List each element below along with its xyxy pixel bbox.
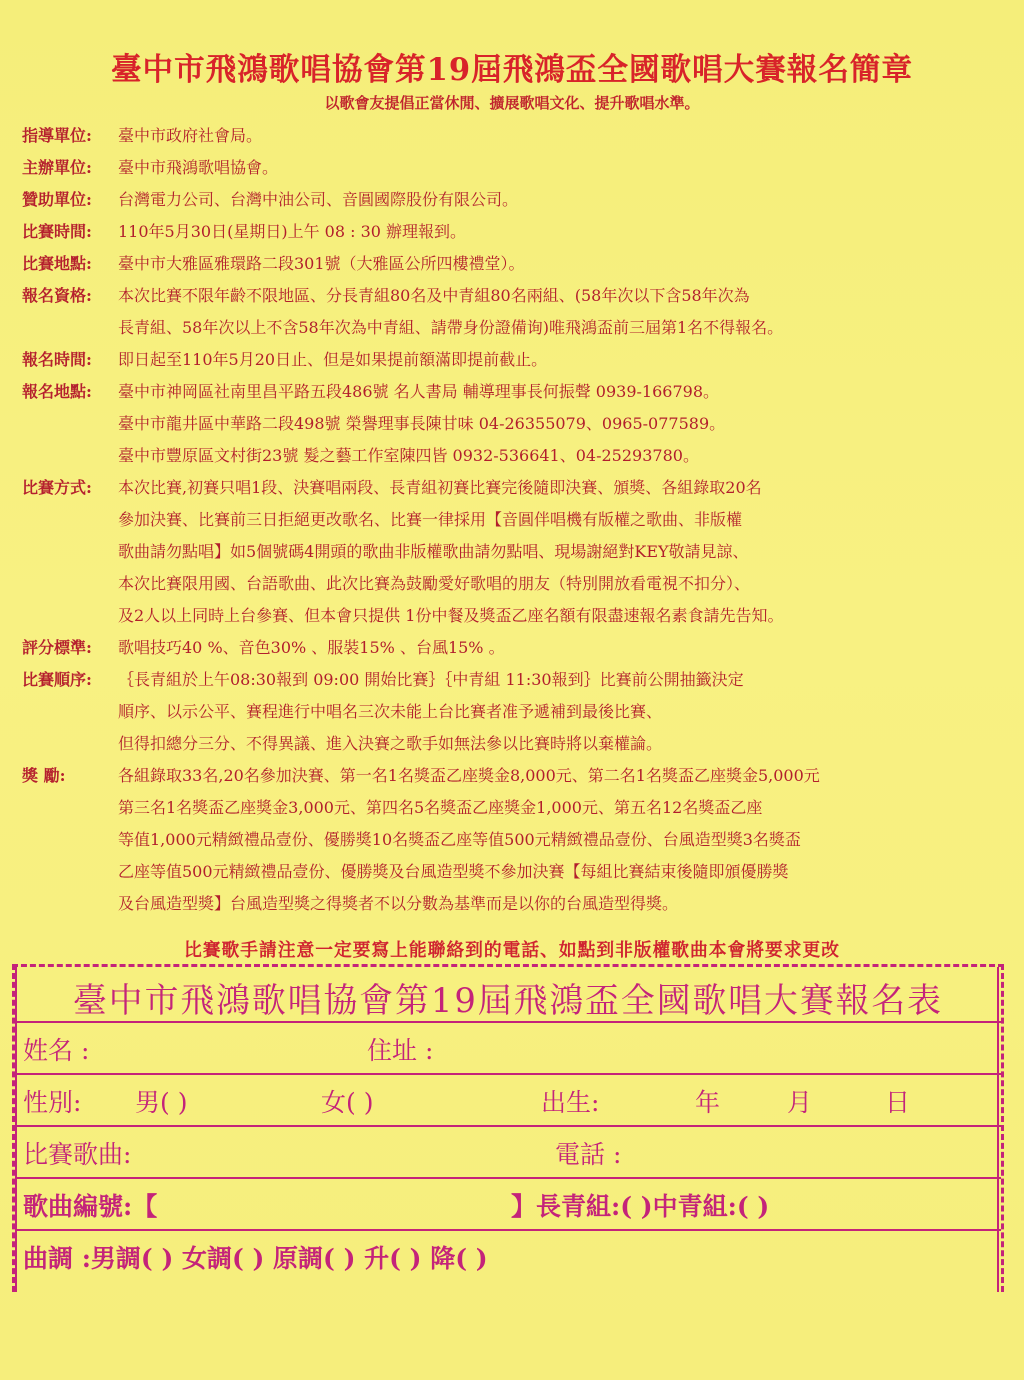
info-value: 及2人以上同時上台參賽、但本會只提供 1份中餐及獎盃乙座名額有限盡速報名素食請先告知。 <box>118 606 784 625</box>
group-select[interactable]: 】長青組:( )中青組:( ) <box>511 1192 770 1221</box>
document-title: 臺中市飛鴻歌唱協會第19屆飛鴻盃全國歌唱大賽報名簡章 <box>110 52 914 88</box>
info-row <box>22 792 1012 824</box>
form-row-song-number <box>15 1177 1001 1231</box>
info-value: 第三名1名獎盃乙座獎金3,000元、第四名5名獎盃乙座獎金1,000元、第五名12名獎盃乙座 <box>118 798 763 817</box>
form-row-key <box>15 1229 1001 1283</box>
info-row <box>22 376 1012 408</box>
info-row <box>22 408 1012 440</box>
contact-notice: 比賽歌手請注意一定要寫上能聯絡到的電話、如點到非版權歌曲本會將要求更改 <box>184 940 840 961</box>
address-field[interactable]: 住址 : <box>367 1036 434 1065</box>
info-row <box>22 856 1012 888</box>
info-row <box>22 824 1012 856</box>
birth-day-field[interactable]: 日 <box>885 1088 911 1117</box>
female-checkbox[interactable]: 女( ) <box>321 1088 374 1117</box>
info-value: ｛長青組於上午08:30報到 09:00 開始比賽｝｛中青組 11:30報到｝比賽前公開抽籤決定 <box>118 670 744 689</box>
info-row <box>22 728 1012 760</box>
info-label: 比賽順序: <box>22 670 92 689</box>
info-value: 參加決賽、比賽前三日拒絕更改歌名、比賽一律採用【音圓伴唱機有版權之歌曲、非版權 <box>118 510 743 529</box>
info-value: 臺中市豐原區文村街23號 髮之藝工作室陳四皆 0932-536641、04-25293780。 <box>118 446 699 465</box>
form-row-song <box>15 1125 1001 1179</box>
info-label: 指導單位: <box>22 126 92 145</box>
form-row-gender <box>15 1073 1001 1127</box>
info-value: 本次比賽不限年齡不限地區、分長青組80名及中青組80名兩組、(58年次以下含58年次為 <box>118 286 750 305</box>
info-value: 臺中市大雅區雅環路二段301號（大雅區公所四樓禮堂）。 <box>118 254 525 273</box>
form-right-border <box>997 967 999 1292</box>
form-title: 臺中市飛鴻歌唱協會第19屆飛鴻盃全國歌唱大賽報名表 <box>73 981 943 1021</box>
info-value: 歌曲請勿點唱】如5個號碼4開頭的歌曲非版權歌曲請勿點唱、現場謝絕對KEY敬請見諒、 <box>118 542 749 561</box>
info-value: 各組錄取33名,20名參加決賽、第一名1名獎盃乙座獎金8,000元、第二名1名獎盃乙座獎金5,000元 <box>118 766 820 785</box>
male-checkbox[interactable]: 男( ) <box>135 1088 188 1117</box>
info-value: 臺中市政府社會局。 <box>118 126 263 145</box>
info-label: 報名時間: <box>22 350 92 369</box>
gender-label: 性別: <box>23 1088 82 1117</box>
info-row <box>22 696 1012 728</box>
info-value: 及台風造型獎】台風造型獎之得獎者不以分數為基準而是以你的台風造型得獎。 <box>118 894 679 913</box>
info-row <box>22 600 1012 632</box>
info-label: 報名資格: <box>22 286 92 305</box>
info-label: 主辦單位: <box>22 158 92 177</box>
info-row <box>22 152 1012 184</box>
info-label: 比賽方式: <box>22 478 92 497</box>
info-row <box>22 248 1012 280</box>
info-value: 順序、以示公平、賽程進行中唱名三次未能上台比賽者准予遞補到最後比賽、 <box>118 702 663 721</box>
birth-month-field[interactable]: 月 <box>787 1088 813 1117</box>
birth-year-field[interactable]: 年 <box>695 1088 721 1117</box>
info-label: 獎 勵: <box>22 766 66 785</box>
info-value: 本次比賽,初賽只唱1段、決賽唱兩段、長青組初賽比賽完後隨即決賽、頒獎、各組錄取20名 <box>118 478 762 497</box>
info-value: 臺中市神岡區社南里昌平路五段486號 名人書局 輔導理事長何振聲 0939-166798。 <box>118 382 720 401</box>
info-label: 比賽時間: <box>22 222 92 241</box>
info-value: 台灣電力公司、台灣中油公司、音圓國際股份有限公司。 <box>118 190 519 209</box>
info-row <box>22 664 1012 696</box>
name-field[interactable]: 姓名 : <box>23 1036 90 1065</box>
info-value: 但得扣總分三分、不得異議、進入決賽之歌手如無法參以比賽時將以棄權論。 <box>118 734 663 753</box>
registration-form <box>12 964 1004 1292</box>
info-value: 歌唱技巧40 %、音色30% 、服裝15% 、台風15% 。 <box>118 638 505 657</box>
info-row <box>22 568 1012 600</box>
info-label: 評分標準: <box>22 638 92 657</box>
info-value: 臺中市龍井區中華路二段498號 榮譽理事長陳甘味 04-26355079、0965-077589。 <box>118 414 726 433</box>
phone-field[interactable]: 電話 : <box>555 1140 622 1169</box>
info-row <box>22 472 1012 504</box>
info-row <box>22 312 1012 344</box>
info-row <box>22 504 1012 536</box>
info-row <box>22 760 1012 792</box>
song-field[interactable]: 比賽歌曲: <box>23 1140 132 1169</box>
info-row <box>22 888 1012 920</box>
info-row <box>22 184 1012 216</box>
song-number-field[interactable]: 歌曲編號:【 <box>23 1192 158 1221</box>
info-row <box>22 440 1012 472</box>
info-value: 本次比賽限用國、台語歌曲、此次比賽為鼓勵愛好歌唱的朋友（特別開放看電視不扣分）、 <box>118 574 751 593</box>
info-row <box>22 216 1012 248</box>
info-value: 110年5月30日(星期日)上午 08 : 30 辦理報到。 <box>118 222 467 241</box>
form-row-name <box>15 1021 1001 1075</box>
form-left-border <box>15 967 17 1292</box>
info-row <box>22 344 1012 376</box>
birth-label: 出生: <box>541 1088 600 1117</box>
info-value: 臺中市飛鴻歌唱協會。 <box>118 158 279 177</box>
info-value: 等值1,000元精緻禮品壹份、優勝獎10名獎盃乙座等值500元精緻禮品壹份、台風造型獎3名獎盃 <box>118 830 801 849</box>
info-label: 贊助單位: <box>22 190 92 209</box>
document-subtitle: 以歌會友提倡正當休閒、擴展歌唱文化、提升歌唱水準。 <box>324 94 700 112</box>
info-value: 乙座等值500元精緻禮品壹份、優勝獎及台風造型獎不參加決賽【每組比賽結束後隨即頒優勝獎 <box>118 862 789 881</box>
info-row <box>22 536 1012 568</box>
info-row <box>22 632 1012 664</box>
info-section <box>22 120 1012 920</box>
info-label: 比賽地點: <box>22 254 92 273</box>
key-select[interactable]: 曲調 :男調( ) 女調( ) 原調( ) 升( ) 降( ) <box>23 1244 488 1273</box>
info-row <box>22 120 1012 152</box>
info-value: 長青組、58年次以上不含58年次為中青組、請帶身份證備询)唯飛鴻盃前三屆第1名不得報名。 <box>118 318 784 337</box>
info-row <box>22 280 1012 312</box>
info-label: 報名地點: <box>22 382 92 401</box>
info-value: 即日起至110年5月20日止、但是如果提前額滿即提前截止。 <box>118 350 548 369</box>
